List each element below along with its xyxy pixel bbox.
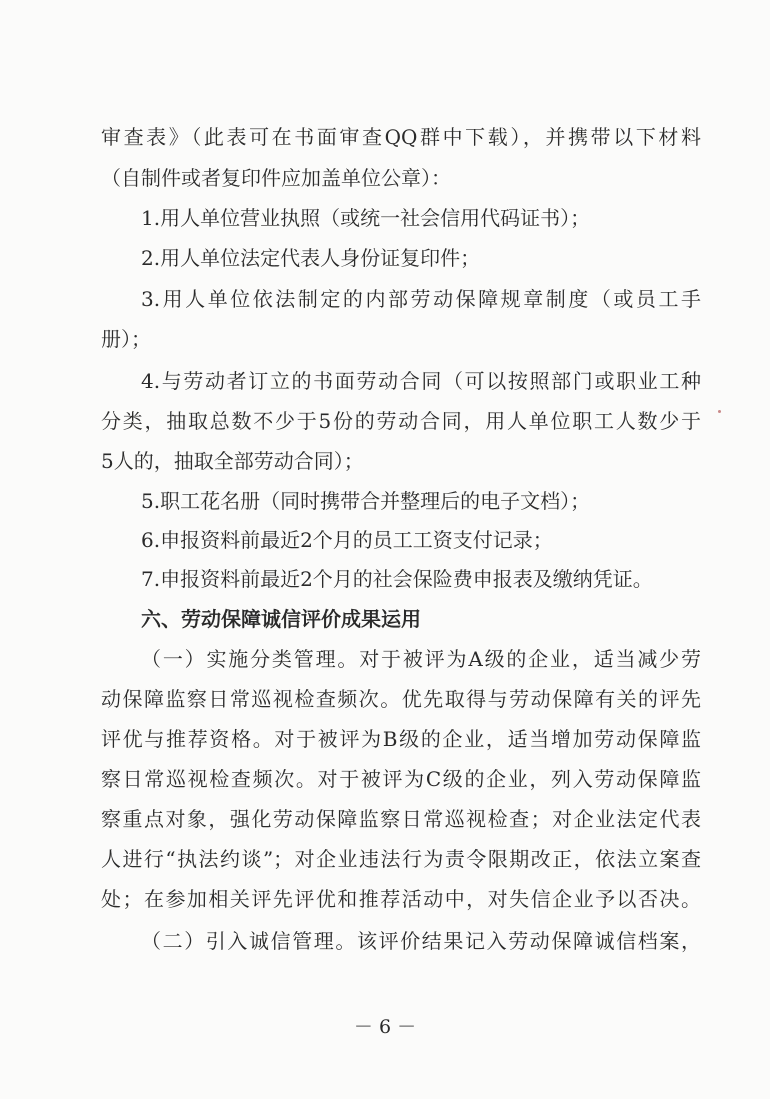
body-text-line: （自制件或者复印件应加盖单位公章）：	[101, 166, 451, 190]
list-item: 5.职工花名册（同时携带合并整理后的电子文档）；	[141, 489, 591, 513]
body-text-line: 审查表》（此表可在书面审查QQ群中下载），并携带以下材料	[101, 125, 701, 149]
section-heading: 六、劳动保障诚信评价成果运用	[141, 607, 421, 631]
body-text-line: （一）实施分类管理。对于被评为A级的企业，适当减少劳	[141, 647, 701, 671]
body-text-line: 处；在参加相关评先评优和推荐活动中，对失信企业予以否决。	[101, 887, 701, 911]
body-text-line: （二）引入诚信管理。该评价结果记入劳动保障诚信档案，	[141, 929, 701, 953]
list-item: 4.与劳动者订立的书面劳动合同（可以按照部门或职业工种	[141, 369, 701, 393]
body-text-line: 察重点对象，强化劳动保障监察日常巡视检查；对企业法定代表	[101, 807, 701, 831]
body-text-line: 册）；	[101, 327, 151, 351]
body-text-line: 5人的，抽取全部劳动合同）；	[101, 449, 364, 473]
list-item: 2.用人单位法定代表人身份证复印件；	[141, 246, 481, 270]
list-item: 3.用人单位依法制定的内部劳动保障规章制度（或员工手	[141, 287, 701, 311]
list-item: 1.用人单位营业执照（或统一社会信用代码证书）；	[141, 206, 591, 230]
body-text-line: 评优与推荐资格。对于被评为B级的企业，适当增加劳动保障监	[101, 727, 701, 751]
list-item: 7.申报资料前最近2个月的社会保险费申报表及缴纳凭证。	[141, 567, 653, 591]
list-item: 6.申报资料前最近2个月的员工工资支付记录；	[141, 528, 553, 552]
body-text-line: 动保障监察日常巡视检查频次。优先取得与劳动保障有关的评先	[101, 687, 701, 711]
scan-speck	[718, 410, 721, 413]
body-text-line: 分类，抽取总数不少于5份的劳动合同，用人单位职工人数少于	[101, 409, 701, 433]
body-text-line: 人进行“执法约谈”；对企业违法行为责令限期改正，依法立案查	[101, 847, 701, 871]
body-text-line: 察日常巡视检查频次。对于被评为C级的企业，列入劳动保障监	[101, 767, 701, 791]
page-number: － 6 －	[353, 1016, 417, 1038]
